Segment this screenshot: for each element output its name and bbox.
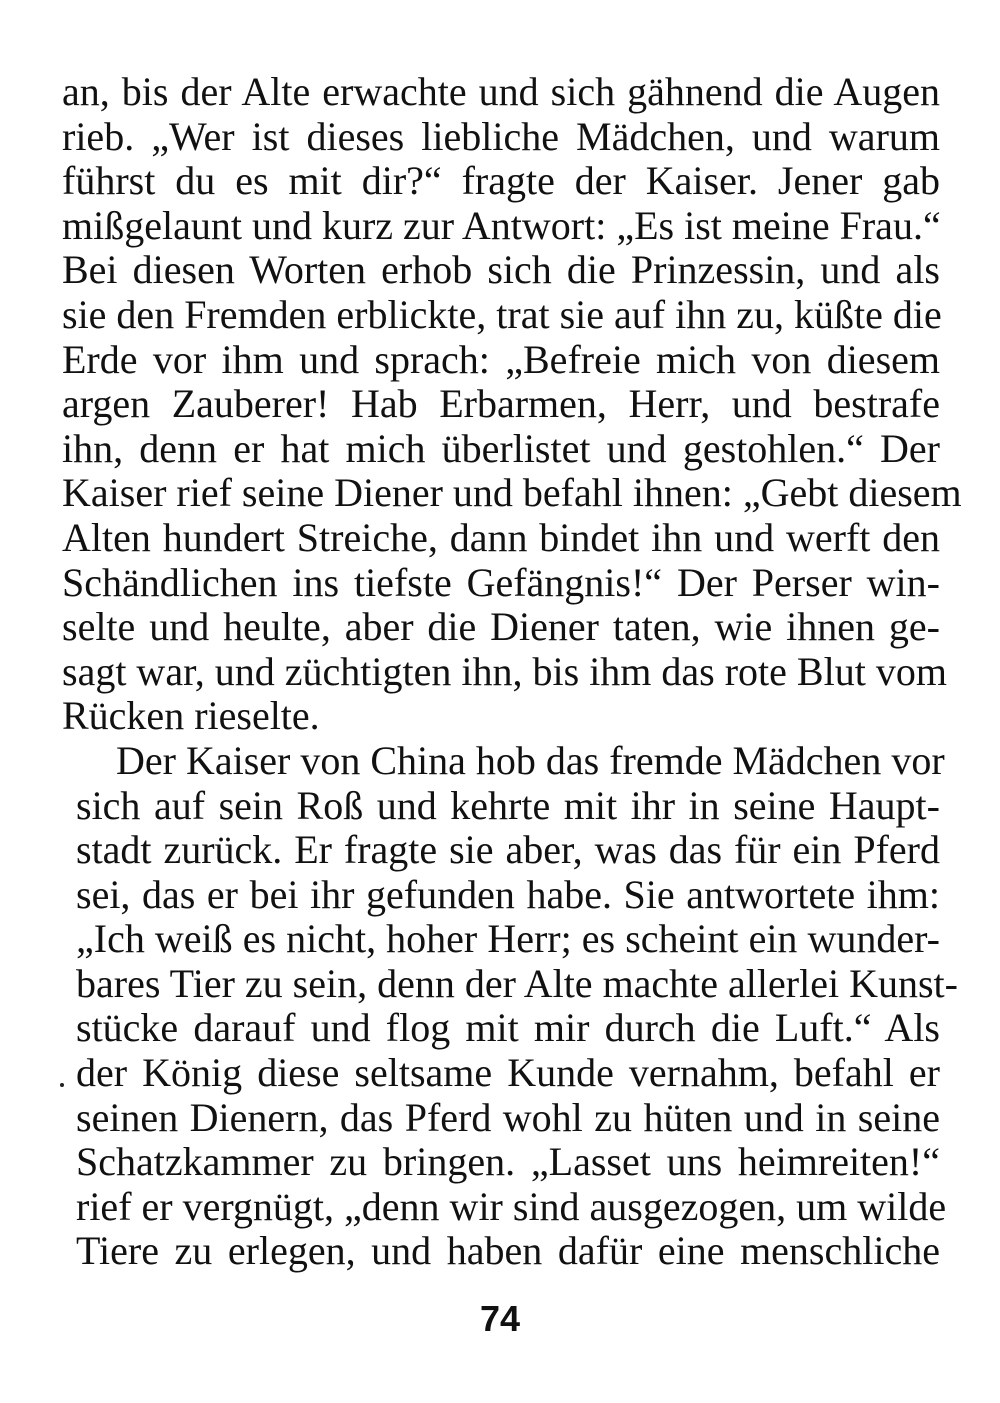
text-line: sei, das er bei ihr gefunden habe. Sie antwortete ihm: xyxy=(76,871,940,917)
text-line: ihn, denn er hat mich überlistet und gestohlen.“ Der xyxy=(62,425,940,471)
text-line: mißgelaunt und kurz zur Antwort: „Es ist meine Frau.“ xyxy=(62,202,941,248)
text-line: Schändlichen ins tiefste Gefängnis!“ Der Perser win- xyxy=(62,559,940,605)
text-line: führst du es mit dir?“ fragte der Kaiser. Jener gab xyxy=(62,158,940,204)
margin-mark xyxy=(60,1083,64,1087)
text-line: Bei diesen Worten erhob sich die Prinzessin, und als xyxy=(62,247,940,293)
text-line: Rücken rieselte. xyxy=(62,693,320,739)
text-line: Schatzkammer zu bringen. „Lasset uns heimreiten!“ xyxy=(76,1139,940,1185)
text-line: rief er vergnügt, „denn wir sind ausgezogen, um wilde xyxy=(76,1183,947,1229)
text-line: sagt war, und züchtigten ihn, bis ihm das rote Blut vom xyxy=(62,648,947,694)
text-line: sie den Fremden erblickte, trat sie auf ihn zu, küßte die xyxy=(62,291,942,337)
text-line: der König diese seltsame Kunde vernahm, befahl er xyxy=(76,1050,940,1096)
text-line: Alten hundert Streiche, dann bindet ihn und werft den xyxy=(62,514,940,560)
text-line: argen Zauberer! Hab Erbarmen, Herr, und bestrafe xyxy=(62,381,940,427)
text-line: Tiere zu erlegen, und haben dafür eine menschliche xyxy=(76,1228,940,1274)
text-line: rieb. „Wer ist dieses liebliche Mädchen, und warum xyxy=(62,113,940,159)
text-line: seinen Dienern, das Pferd wohl zu hüten und in seine xyxy=(76,1094,940,1140)
text-line: sich auf sein Roß und kehrte mit ihr in seine Haupt- xyxy=(76,782,940,828)
paragraph-1 xyxy=(62,69,962,739)
text-line: Erde vor ihm und sprach: „Befreie mich von diesem xyxy=(62,336,940,382)
text-line: stadt zurück. Er fragte sie aber, was das für ein Pferd xyxy=(76,827,940,873)
paragraph-2 xyxy=(62,737,958,1274)
body-text xyxy=(62,69,962,1274)
text-line: Kaiser rief seine Diener und befahl ihnen: „Gebt diesem xyxy=(62,470,962,516)
text-line: Der Kaiser von China hob das fremde Mädchen vor xyxy=(116,737,945,783)
text-line: an, bis der Alte erwachte und sich gähnend die Augen xyxy=(62,69,940,114)
page-number: 74 xyxy=(479,1298,521,1339)
text-line: stücke darauf und flog mit mir durch die Luft.“ Als xyxy=(76,1005,940,1051)
text-line: selte und heulte, aber die Diener taten, wie ihnen ge- xyxy=(62,604,940,650)
text-line: bares Tier zu sein, denn der Alte machte allerlei Kunst- xyxy=(76,960,958,1006)
text-line: „Ich weiß es nicht, hoher Herr; es scheint ein wunder- xyxy=(76,916,940,962)
